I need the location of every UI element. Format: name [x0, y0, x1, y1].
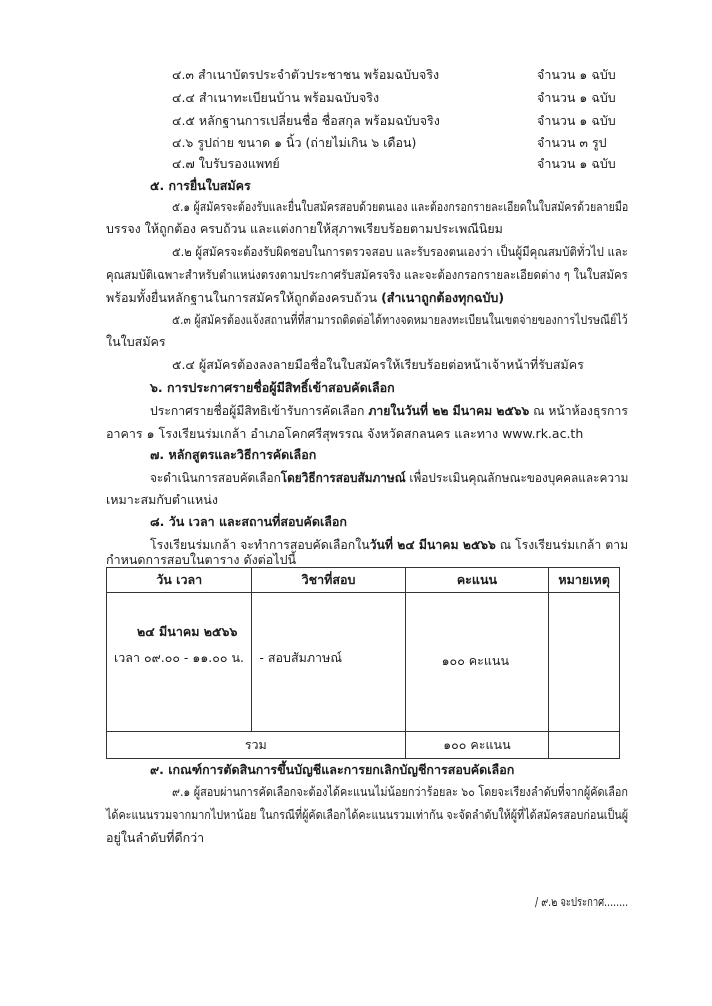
selection-method: โดยวิธีการสอบสัมภาษณ์ [280, 470, 406, 485]
document-item: ๔.๓ สำเนาบัตรประจำตัวประชาชน พร้อมฉบับจริง [172, 67, 440, 82]
cell-subject [252, 593, 405, 732]
total-label: รวม [107, 732, 406, 759]
section-6-line-2: อาคาร ๑ โรงเรียนร่มเกล้า อำเภอโคกศรีสุพรรณ จังหวัดสกลนคร และทาง www.rk.ac.th [106, 426, 584, 441]
document-row [172, 112, 616, 130]
document-item: ๔.๔ สำเนาทะเบียนบ้าน พร้อมฉบับจริง [172, 90, 380, 105]
section-7-heading: ๗. หลักสูตรและวิธีการคัดเลือก [150, 447, 317, 462]
cell-score [405, 593, 549, 732]
table-total-row [107, 732, 620, 759]
section-5-1-line-1: ๕.๑ ผู้สมัครจะต้องรับและยื่นใบสมัครสอบด้วยตนเอง และต้องกรอกรายละเอียดในใบสมัครด้วยลายมือ [172, 199, 629, 214]
section-9-1-line-3: อยู่ในลำดับที่ดีกว่า [106, 830, 205, 845]
section-6-line-1 [150, 402, 628, 420]
selection-text: จะดำเนินการสอบคัดเลือก [150, 470, 281, 485]
exam-time-cell: เวลา ๐๙.๐๐ - ๑๑.๐๐ น. [114, 650, 245, 665]
exam-schedule-table [106, 567, 620, 759]
section-5-4: ๕.๔ ผู้สมัครต้องลงลายมือชื่อในใบสมัครให้เรียบร้อยต่อหน้าเจ้าหน้าที่รับสมัคร [172, 357, 584, 372]
document-qty: จำนวน ๑ ฉบับ [537, 67, 616, 82]
exam-date: วันที่ ๒๔ มีนาคม ๒๕๖๖ [369, 537, 496, 552]
exam-text: โรงเรียนร่มเกล้า จะทำการสอบคัดเลือกใน [150, 537, 370, 552]
section-5-2-line-3 [106, 289, 504, 307]
document-row [172, 155, 616, 173]
section-5-2-line-3-text: พร้อมทั้งยื่นหลักฐานในการสมัครให้ถูกต้องครบถ้วน [106, 290, 382, 305]
announcement-date: ภายในวันที่ ๒๒ มีนาคม ๒๕๖๖ [368, 403, 530, 418]
exam-date-cell: ๒๔ มีนาคม ๒๕๖๖ [137, 624, 238, 639]
header-date-time: วัน เวลา [107, 568, 252, 593]
section-7-line-2: เหมาะสมกับตำแหน่ง [106, 492, 218, 507]
selection-purpose: เพื่อประเมินคุณลักษณะของบุคคลและความ [405, 470, 629, 485]
section-8-line-2: กำหนดการสอบในตาราง ดังต่อไปนี้ [106, 552, 297, 567]
section-9-1-line-1: ๙.๑ ผู้สอบผ่านการคัดเลือกจะต้องได้คะแนนไม่น้อยกว่าร้อยละ ๖๐ โดยจะเรียงลำดับที่จากผู้คัดเลือก [172, 784, 629, 799]
header-score: คะแนน [405, 568, 549, 593]
document-item: ๔.๖ รูปถ่าย ขนาด ๑ นิ้ว (ถ่ายไม่เกิน ๖ เดือน) [172, 135, 417, 150]
document-row [172, 66, 616, 84]
table-row [107, 593, 620, 732]
document-row [172, 89, 616, 107]
cell-remark [549, 593, 620, 732]
cell-date-time [107, 593, 252, 732]
section-5-2-line-2: คุณสมบัติเฉพาะสำหรับตำแหน่งตรงตามประกาศรับสมัครจริง และจะต้องกรอกรายละเอียดต่าง ๆ ในใบสมัคร [106, 267, 628, 282]
total-score: ๑๐๐ คะแนน [405, 732, 549, 759]
document-qty: จำนวน ๑ ฉบับ [537, 113, 616, 128]
document-qty: จำนวน ๑ ฉบับ [537, 90, 616, 105]
section-9-heading: ๙. เกณฑ์การตัดสินการขึ้นบัญชีและการยกเลิกบัญชีการสอบคัดเลือก [150, 762, 515, 777]
announcement-text: ประกาศรายชื่อผู้มีสิทธิเข้ารับการคัดเลือก [150, 403, 369, 418]
section-5-3-line-1: ๕.๓ ผู้สมัครต้องแจ้งสถานที่ที่สามารถติดต่อได้ทางจดหมายลงทะเบียนในเขตจ่ายของการไปรษณีย์ไว้ [172, 312, 628, 327]
header-subject: วิชาที่สอบ [252, 568, 405, 593]
section-5-heading: ๕. การยื่นใบสมัคร [150, 178, 251, 193]
announcement-place: ณ หน้าห้องธุรการ [529, 403, 628, 418]
document-qty: จำนวน ๓ รูป [537, 135, 607, 150]
section-8-heading: ๘. วัน เวลา และสถานที่สอบคัดเลือก [150, 514, 347, 529]
document-item: ๔.๕ หลักฐานการเปลี่ยนชื่อ ชื่อสกุล พร้อมฉบับจริง [172, 113, 440, 128]
section-5-1-line-2: บรรจง ให้ถูกต้อง ครบถ้วน และแต่งกายให้สุภาพเรียบร้อยตามประเพณีนิยม [106, 221, 503, 236]
header-remark: หมายเหตุ [549, 568, 620, 593]
section-6-heading: ๖. การประกาศรายชื่อผู้มีสิทธิ์เข้าสอบคัดเลือก [150, 380, 395, 395]
subject-cell: - สอบสัมภาษณ์ [259, 650, 342, 665]
section-5-3-line-2: ในใบสมัคร [106, 334, 166, 349]
document-qty: จำนวน ๑ ฉบับ [537, 156, 616, 171]
document-row [172, 134, 612, 152]
total-remark [549, 732, 620, 759]
section-7-line-1 [150, 469, 628, 487]
table-header-row [107, 568, 620, 593]
section-5-2-line-1: ๕.๒ ผู้สมัครจะต้องรับผิดชอบในการตรวจสอบ และรับรองตนเองว่า เป็นผู้มีคุณสมบัติทั่วไป และ [172, 244, 628, 259]
score-cell: ๑๐๐ คะแนน [441, 653, 510, 668]
document-item: ๔.๗ ใบรับรองแพทย์ [172, 156, 280, 171]
exam-place: ณ โรงเรียนร่มเกล้า ตาม [495, 537, 629, 552]
page-continuation: / ๙.๒ จะประกาศ........ [535, 894, 629, 909]
certified-copy-note: (สำเนาถูกต้องทุกฉบับ) [381, 290, 505, 305]
section-9-1-line-2: ได้คะแนนรวมจากมากไปหาน้อย ในกรณีที่ผู้คัดเลือกได้คะแนนรวมเท่ากัน จะจัดลำดับให้ผู้ที่ได้สมัครสอบก่อนเป็นผู้ [106, 807, 629, 822]
